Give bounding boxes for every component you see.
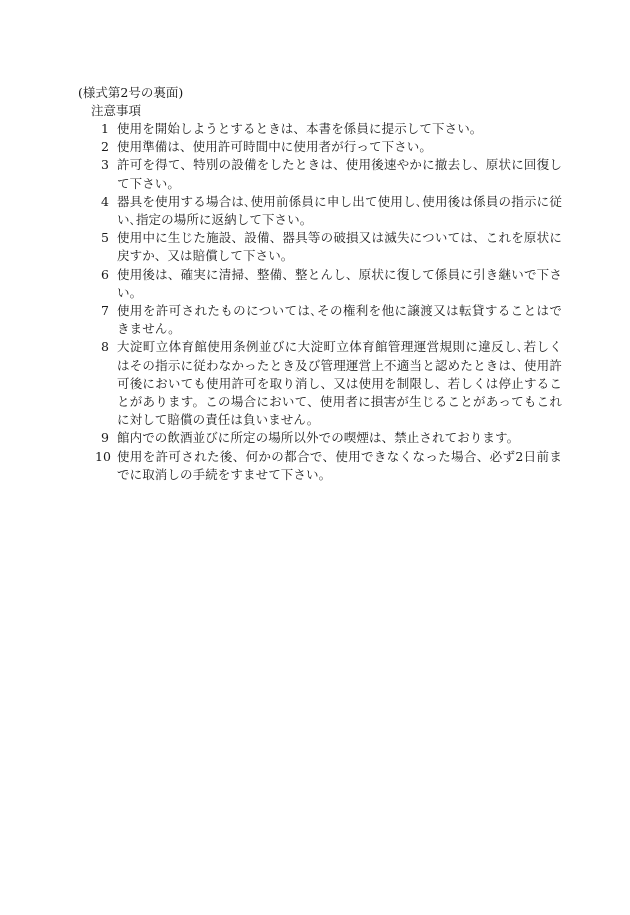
note-number: 9 — [100, 430, 110, 446]
note-number: 4 — [100, 193, 110, 209]
note-item — [96, 266, 562, 302]
note-text: 器具を使用する場合は､使用前係員に申し出て使用し､使用後は係員の指示に従い､指定の場所に返納して下さい。 — [117, 193, 562, 228]
note-text: 使用後は、確実に清掃、整備、整とんし、原状に復して係員に引き継いで下さい。 — [117, 266, 562, 300]
note-number: 6 — [100, 266, 110, 282]
note-text: 大淀町立体育館使用条例並びに大淀町立体育館管理運営規則に違反し､若しくはその指示に従わなかったとき及び管理運営上不適当と認めたときは、使用許可後においても使用許可を取り消し、又は使用を制限し、若しくは停止することがあります。この場合において、使用者に損害が生じることがあってもこれに対して賠償の責任は負いません。 — [117, 339, 562, 428]
note-number: 7 — [100, 303, 110, 319]
section-title: 注意事項 — [91, 103, 142, 118]
note-item — [96, 229, 562, 265]
note-item — [96, 138, 562, 156]
note-text: 許可を得て、特別の設備をしたときは、使用後速やかに撤去し、原状に回復して下さい。 — [117, 157, 562, 191]
form-label: (様式第2号の裏面) — [78, 85, 184, 100]
note-number: 2 — [100, 139, 110, 155]
note-text: 使用中に生じた施設、設備、器具等の破損又は滅失については、これを原状に戻すか、又は賠償して下さい。 — [117, 230, 562, 264]
note-number: 1 — [100, 121, 110, 136]
note-item — [96, 193, 562, 229]
note-text: 使用を許可された後、何かの都合で、使用できなくなった場合、必ず2日前までに取消しの手続をすませて下さい。 — [117, 448, 562, 482]
note-text: 使用を許可されたものについては､その権利を他に譲渡又は転貸することはできません。 — [117, 303, 562, 337]
note-item — [96, 448, 562, 484]
note-number: 3 — [100, 157, 110, 173]
note-text: 使用準備は、使用許可時間中に使用者が行って下さい。 — [117, 139, 433, 155]
note-text: 使用を開始しようとするときは、本書を係員に提示して下さい。 — [117, 121, 483, 136]
note-item — [96, 156, 562, 192]
notes-list — [96, 120, 562, 484]
note-number: 5 — [100, 230, 110, 246]
note-item — [96, 338, 562, 429]
note-text: 館内での飲酒並びに所定の場所以外での喫煙は、禁止されております。 — [117, 430, 520, 446]
note-item — [96, 120, 562, 138]
note-item — [96, 302, 562, 338]
note-item — [96, 429, 562, 447]
note-number: 8 — [100, 339, 110, 355]
note-number: 10 — [94, 448, 112, 464]
